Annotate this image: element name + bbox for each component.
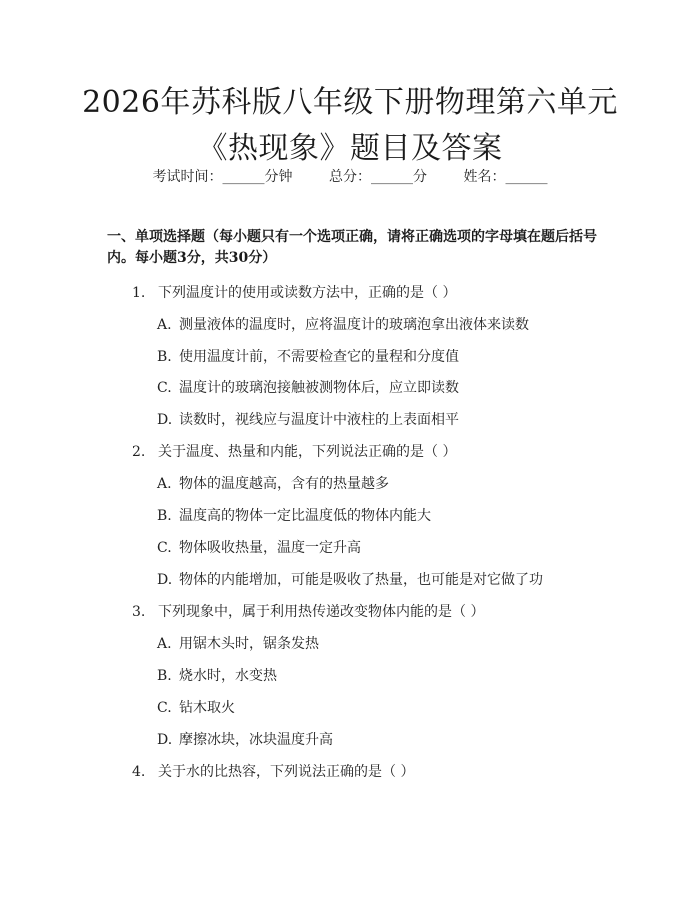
option-text: 温度计的玻璃泡接触被测物体后，应立即读数 [179,380,459,396]
option-letter: C. [157,700,172,716]
option-text: 物体的内能增加，可能是吸收了热量，也可能是对它做了功 [179,572,543,588]
question-2 [132,441,640,461]
option-text: 用锯木头时，锯条发热 [179,636,319,652]
option-2b [157,505,660,525]
option-letter: C. [157,380,172,396]
option-letter: A. [157,476,172,492]
option-text: 摩擦冰块，冰块温度升高 [179,732,333,748]
question-1 [132,282,640,302]
option-text: 使用温度计前，不需要检查它的量程和分度值 [179,349,459,365]
option-letter: D. [157,732,173,748]
exam-info [0,166,700,186]
option-letter: D. [157,572,173,588]
exam-time-field: 考试时间：______分钟 [152,169,293,185]
document-title: 2026年苏科版八年级下册物理第六单元《热现象》题目及答案 [82,85,618,166]
option-letter: B. [157,668,172,684]
option-text: 烧水时，水变热 [179,668,277,684]
question-number: 2. [132,444,146,460]
question-number: 4. [132,764,146,780]
option-2a [157,473,660,493]
question-number: 3. [132,604,146,620]
question-4 [132,761,640,781]
option-1c [157,377,660,397]
question-3 [132,601,640,621]
option-letter: C. [157,540,172,556]
option-text: 钻木取火 [179,700,235,716]
option-letter: B. [157,508,172,524]
question-text: 关于水的比热容，下列说法正确的是（ ） [158,764,415,780]
option-1a [157,314,660,334]
section-heading: 一、单项选择题（每小题只有一个选项正确，请将正确选项的字母填在题后括号内。每小题3分，共30分） [107,229,597,266]
question-text: 下列现象中，属于利用热传递改变物体内能的是（ ） [158,604,485,620]
option-3d [157,729,660,749]
option-letter: A. [157,636,172,652]
option-text: 测量液体的温度时，应将温度计的玻璃泡拿出液体来读数 [179,317,529,333]
option-letter: D. [157,412,173,428]
option-1b [157,346,660,366]
question-text: 下列温度计的使用或读数方法中，正确的是（ ） [158,285,457,301]
option-1d [157,409,660,429]
option-letter: B. [157,349,172,365]
option-letter: A. [157,317,172,333]
option-3c [157,697,660,717]
name-field: 姓名：______ [463,169,548,185]
option-3a [157,633,660,653]
option-2c [157,537,660,557]
option-text: 温度高的物体一定比温度低的物体内能大 [179,508,431,524]
option-text: 读数时，视线应与温度计中液柱的上表面相平 [179,412,459,428]
question-text: 关于温度、热量和内能，下列说法正确的是（ ） [158,444,457,460]
option-3b [157,665,660,685]
total-score-field: 总分：______分 [329,169,427,185]
option-2d [157,569,660,589]
option-text: 物体的温度越高，含有的热量越多 [179,476,389,492]
question-number: 1. [132,285,146,301]
option-text: 物体吸收热量，温度一定升高 [179,540,361,556]
